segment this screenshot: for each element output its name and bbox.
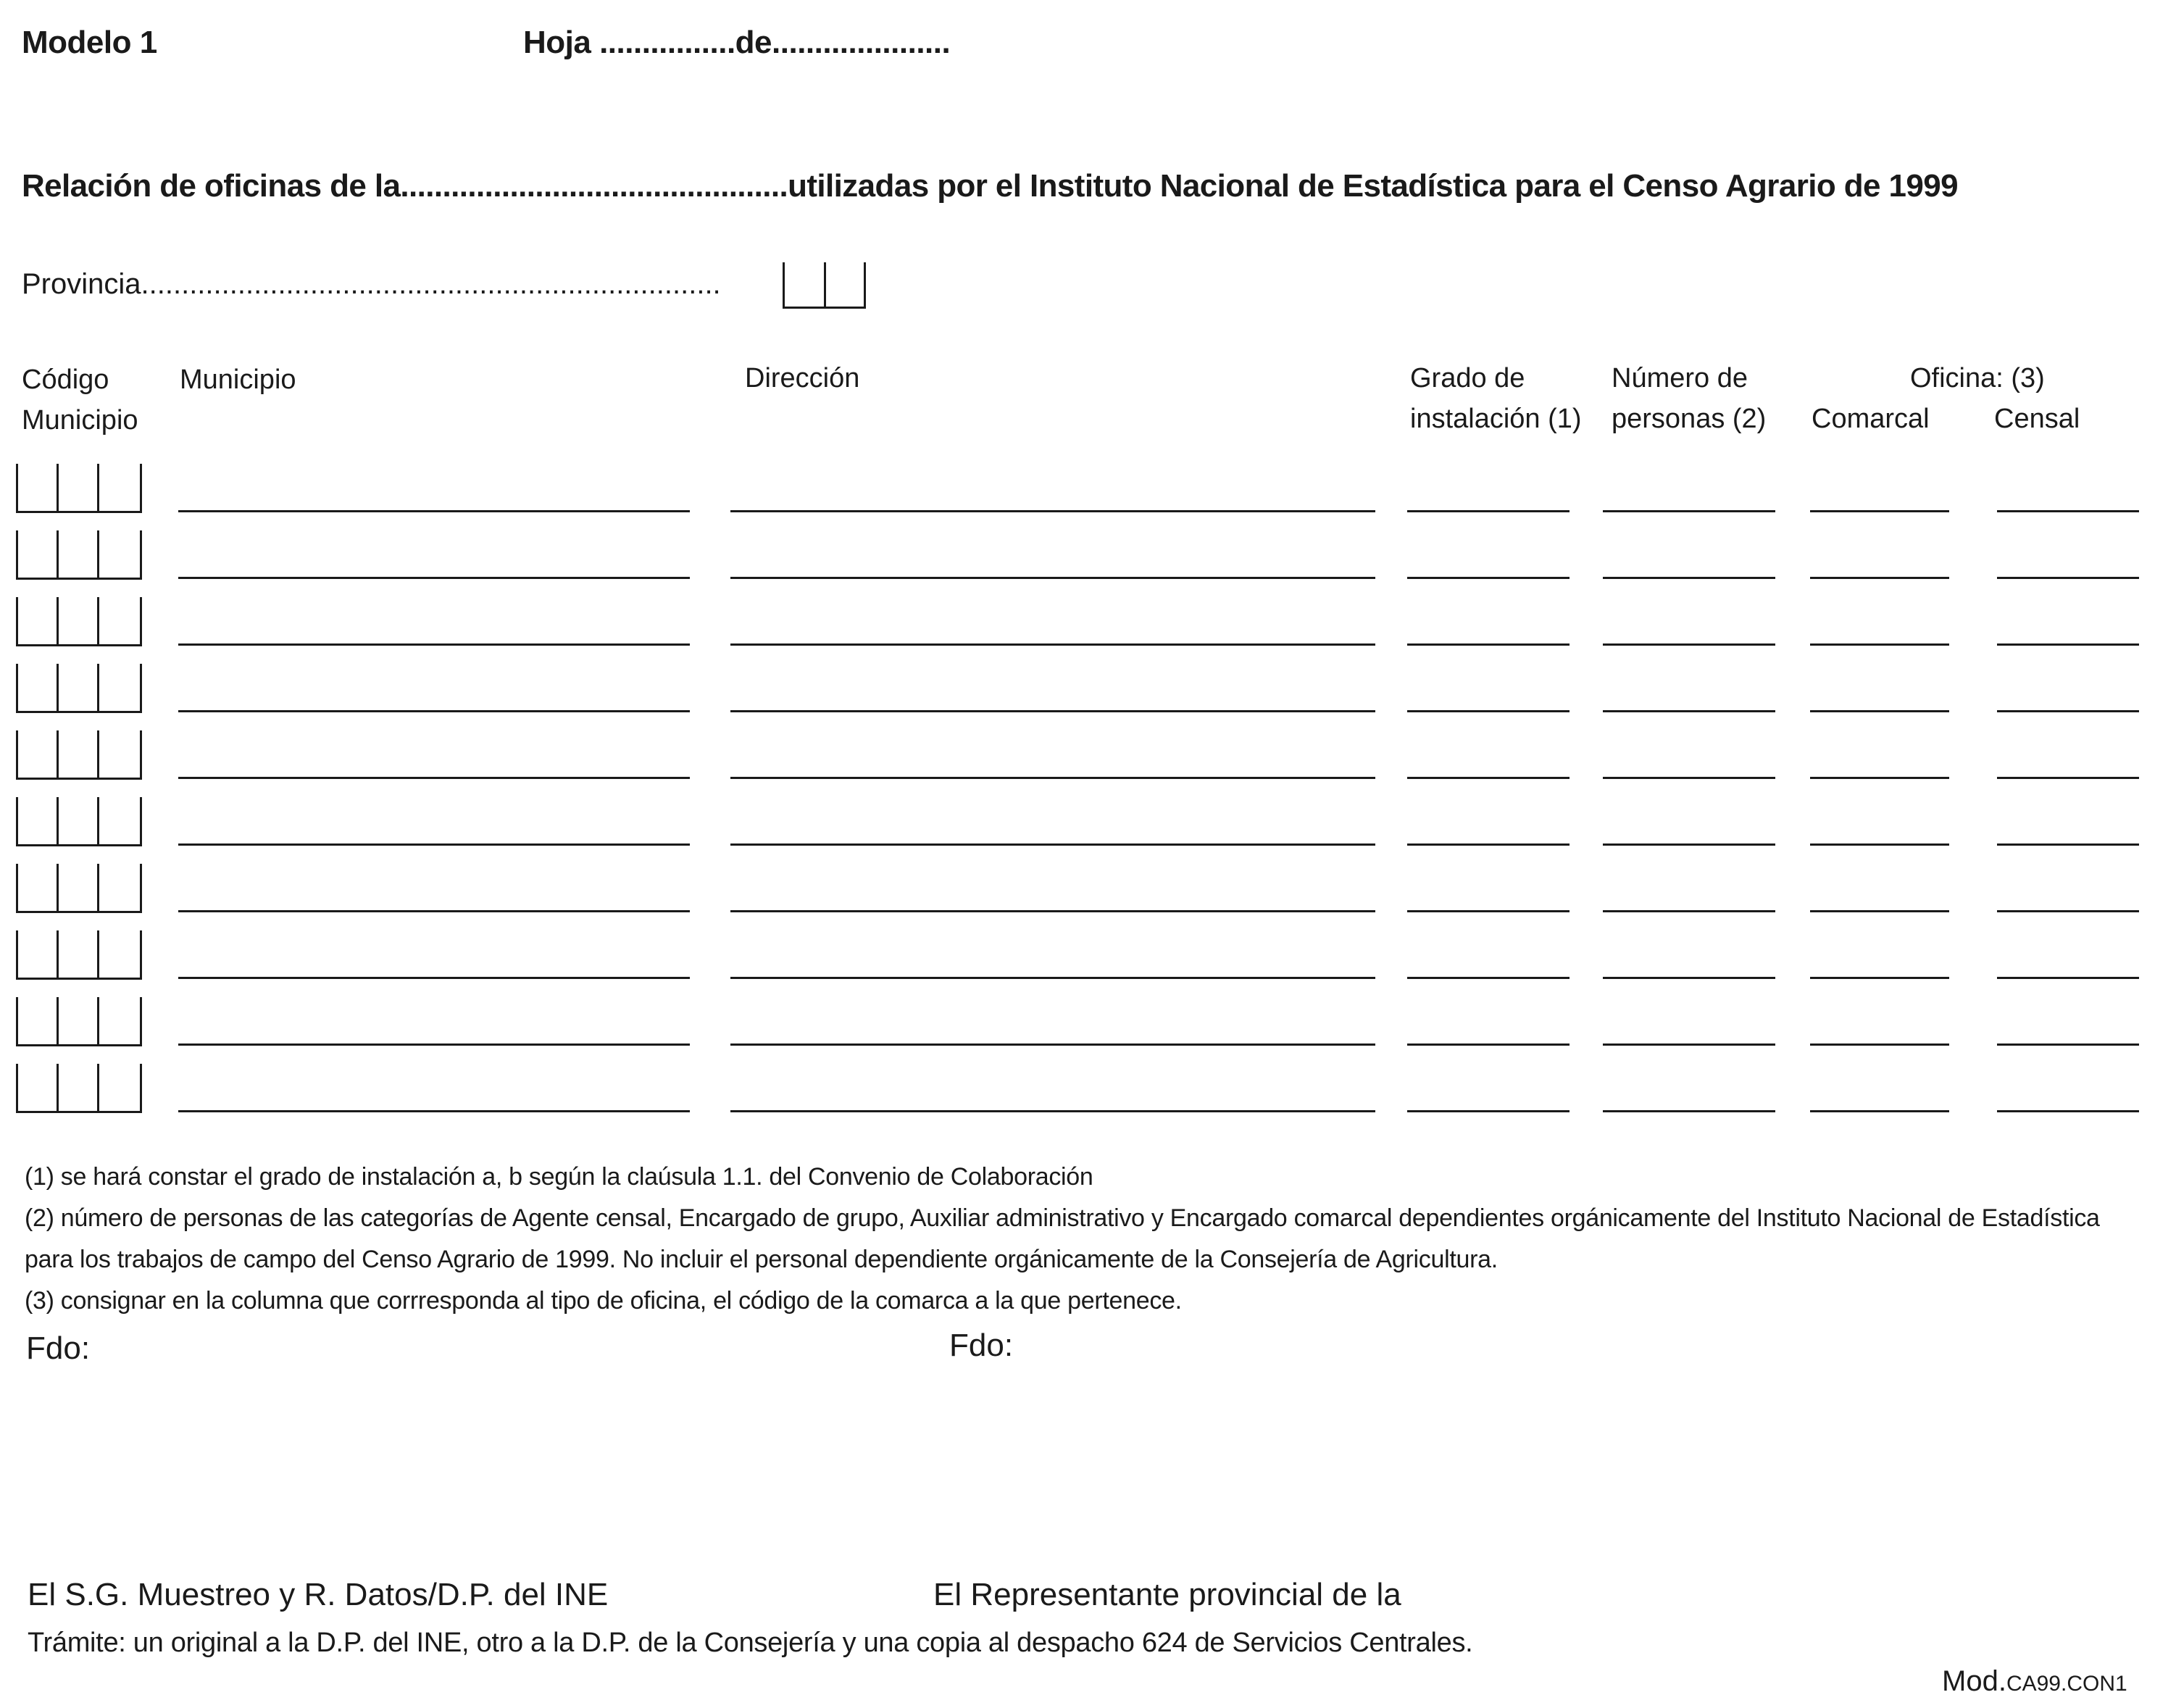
model-label: Modelo 1 <box>22 25 157 60</box>
numero-line[interactable] <box>1603 643 1775 646</box>
comarcal-line[interactable] <box>1810 1043 1949 1046</box>
censal-line[interactable] <box>1997 910 2139 912</box>
numero-line[interactable] <box>1603 1110 1775 1112</box>
column-header-numero: Número de personas (2) <box>1612 363 1767 434</box>
municipality-code-box[interactable] <box>16 730 142 780</box>
municipio-line[interactable] <box>178 510 690 512</box>
censal-line[interactable] <box>1997 777 2139 779</box>
censal-line[interactable] <box>1997 510 2139 512</box>
signature-field-left: Fdo: <box>26 1330 91 1366</box>
censal-line[interactable] <box>1997 710 2139 712</box>
comarcal-line[interactable] <box>1810 977 1949 979</box>
municipio-line[interactable] <box>178 977 690 979</box>
municipality-code-box[interactable] <box>16 797 142 846</box>
comarcal-line[interactable] <box>1810 843 1949 846</box>
form-code: Mod.CA99.CON1 <box>1942 1665 2127 1697</box>
censal-line[interactable] <box>1997 643 2139 646</box>
municipality-code-box[interactable] <box>16 1064 142 1113</box>
form-title: Relación de oficinas de la..............................................utilizadas por el Instituto Nacional de Estadística para el Censo Agrario de 1999 <box>22 168 1958 204</box>
comarcal-line[interactable] <box>1810 710 1949 712</box>
numero-line[interactable] <box>1603 577 1775 579</box>
municipality-code-box[interactable] <box>16 464 142 513</box>
comarcal-line[interactable] <box>1810 577 1949 579</box>
note-3: (3) consignar en la columna que corrresponda al tipo de oficina, el código de la comarca a la que pertenece. <box>25 1287 1182 1315</box>
signatory-right: El Representante provincial de la <box>933 1577 1401 1612</box>
direccion-line[interactable] <box>730 643 1375 646</box>
numero-line[interactable] <box>1603 910 1775 912</box>
municipio-line[interactable] <box>178 910 690 912</box>
grado-line[interactable] <box>1407 843 1570 846</box>
direccion-line[interactable] <box>730 977 1375 979</box>
note-2-continued: para los trabajos de campo del Censo Agrario de 1999. No incluir el personal dependiente orgánicamente de la Consejería de Agricultura. <box>25 1246 1498 1273</box>
column-header-censal: Censal <box>1994 404 2080 434</box>
numero-line[interactable] <box>1603 843 1775 846</box>
direccion-line[interactable] <box>730 910 1375 912</box>
column-header-grado: Grado de instalación (1) <box>1410 363 1582 434</box>
direccion-line[interactable] <box>730 710 1375 712</box>
censal-line[interactable] <box>1997 577 2139 579</box>
censal-line[interactable] <box>1997 977 2139 979</box>
province-label: Provincia........................................................................ <box>22 268 721 300</box>
direccion-line[interactable] <box>730 1110 1375 1112</box>
comarcal-line[interactable] <box>1810 910 1949 912</box>
censal-line[interactable] <box>1997 1110 2139 1112</box>
municipio-line[interactable] <box>178 1043 690 1046</box>
grado-line[interactable] <box>1407 577 1570 579</box>
numero-line[interactable] <box>1603 710 1775 712</box>
signature-field-right: Fdo: <box>949 1328 1014 1363</box>
municipio-line[interactable] <box>178 710 690 712</box>
column-header-codigo: Código Municipio <box>22 364 138 436</box>
grado-line[interactable] <box>1407 1110 1570 1112</box>
direccion-line[interactable] <box>730 777 1375 779</box>
comarcal-line[interactable] <box>1810 777 1949 779</box>
grado-line[interactable] <box>1407 977 1570 979</box>
signatory-left: El S.G. Muestreo y R. Datos/D.P. del INE <box>28 1577 609 1612</box>
column-header-oficina: Oficina: (3) <box>1910 363 2045 393</box>
numero-line[interactable] <box>1603 777 1775 779</box>
numero-line[interactable] <box>1603 510 1775 512</box>
comarcal-line[interactable] <box>1810 1110 1949 1112</box>
comarcal-line[interactable] <box>1810 510 1949 512</box>
censal-line[interactable] <box>1997 843 2139 846</box>
grado-line[interactable] <box>1407 1043 1570 1046</box>
grado-line[interactable] <box>1407 710 1570 712</box>
grado-line[interactable] <box>1407 910 1570 912</box>
municipality-code-box[interactable] <box>16 664 142 713</box>
municipio-line[interactable] <box>178 577 690 579</box>
grado-line[interactable] <box>1407 777 1570 779</box>
censal-line[interactable] <box>1997 1043 2139 1046</box>
note-2: (2) número de personas de las categorías de Agente censal, Encargado de grupo, Auxiliar administrativo y Encargado comarcal dependientes orgánicamente del Instituto Nacional de Estadística <box>25 1204 2100 1232</box>
column-header-direccion: Dirección <box>745 363 860 393</box>
processing-instructions: Trámite: un original a la D.P. del INE, otro a la D.P. de la Consejería y una copia al despacho 624 de Servicios Centrales. <box>28 1628 1473 1658</box>
column-header-comarcal: Comarcal <box>1812 404 1930 434</box>
municipality-code-box[interactable] <box>16 597 142 646</box>
note-1: (1) se hará constar el grado de instalación a, b según la claúsula 1.1. del Convenio de Colaboración <box>25 1163 1093 1191</box>
sheet-number-field: Hoja ................de..................... <box>523 25 951 60</box>
direccion-line[interactable] <box>730 1043 1375 1046</box>
municipality-code-box[interactable] <box>16 864 142 913</box>
column-header-municipio: Municipio <box>180 364 296 395</box>
municipality-code-box[interactable] <box>16 930 142 980</box>
municipio-line[interactable] <box>178 643 690 646</box>
grado-line[interactable] <box>1407 510 1570 512</box>
direccion-line[interactable] <box>730 577 1375 579</box>
comarcal-line[interactable] <box>1810 643 1949 646</box>
municipio-line[interactable] <box>178 1110 690 1112</box>
direccion-line[interactable] <box>730 510 1375 512</box>
municipio-line[interactable] <box>178 777 690 779</box>
direccion-line[interactable] <box>730 843 1375 846</box>
numero-line[interactable] <box>1603 977 1775 979</box>
numero-line[interactable] <box>1603 1043 1775 1046</box>
municipality-code-box[interactable] <box>16 997 142 1046</box>
municipio-line[interactable] <box>178 843 690 846</box>
grado-line[interactable] <box>1407 643 1570 646</box>
municipality-code-box[interactable] <box>16 530 142 580</box>
